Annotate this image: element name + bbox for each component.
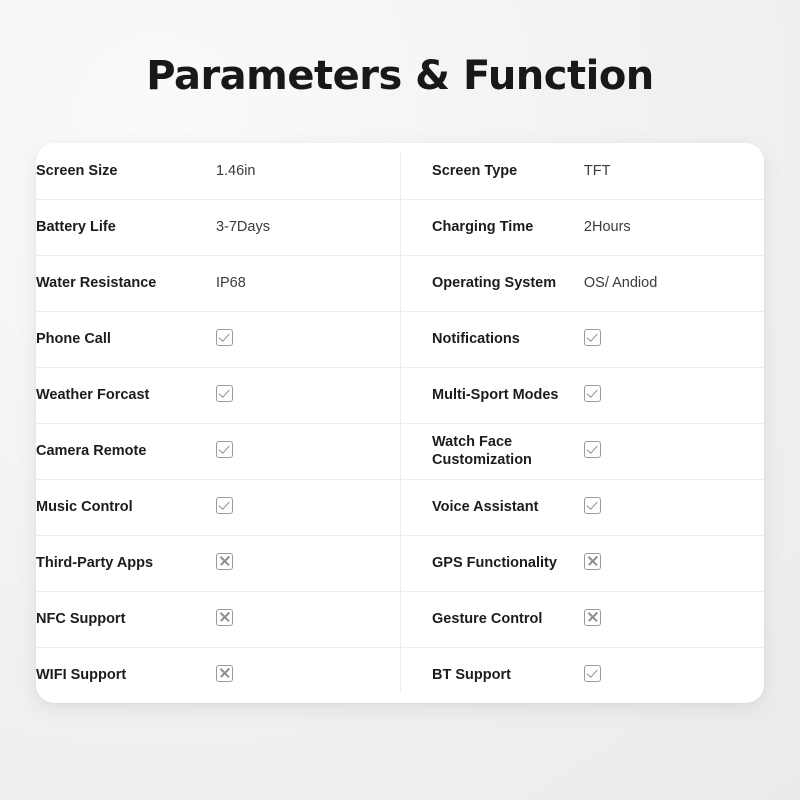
- spec-value: 3-7Days: [215, 219, 270, 235]
- spec-value: [216, 311, 404, 367]
- spec-value: OS/ Andiod: [583, 275, 658, 291]
- checked-icon: [216, 497, 233, 514]
- spec-label: WIFI Support: [36, 667, 127, 684]
- spec-value: [216, 535, 404, 591]
- spec-label: Battery Life: [36, 218, 116, 235]
- spec-value: [576, 591, 764, 647]
- spec-value: [216, 367, 404, 423]
- spec-value: [216, 479, 404, 535]
- spec-label: Screen Size: [36, 162, 118, 179]
- spec-label: Watch Face Customization: [432, 433, 532, 468]
- spec-label: Voice Assistant: [432, 498, 539, 515]
- spec-value: IP68: [215, 275, 246, 291]
- unchecked-icon: [216, 553, 233, 570]
- page-title: Parameters & Function: [146, 53, 654, 99]
- spec-label: Third-Party Apps: [36, 554, 154, 571]
- unchecked-icon: [584, 553, 601, 570]
- spec-label: Water Resistance: [36, 274, 157, 291]
- spec-value: [216, 423, 404, 479]
- spec-label: Operating System: [432, 274, 557, 291]
- checked-icon: [584, 497, 601, 514]
- checked-icon: [216, 385, 233, 402]
- spec-value: [576, 423, 764, 479]
- spec-label: Phone Call: [36, 330, 111, 347]
- checked-icon: [216, 329, 233, 346]
- spec-value: 1.46in: [215, 162, 256, 179]
- spec-value: [216, 591, 404, 647]
- checked-icon: [584, 665, 601, 682]
- spec-label: NFC Support: [36, 610, 126, 627]
- column-divider: [400, 153, 401, 693]
- spec-value: 2Hours: [583, 219, 631, 235]
- spec-value: [216, 647, 404, 703]
- spec-value: [576, 479, 764, 535]
- spec-label: Screen Type: [432, 162, 518, 179]
- spec-label: GPS Functionality: [432, 554, 557, 571]
- spec-label: Gesture Control: [432, 610, 543, 627]
- spec-value: TFT: [583, 162, 611, 179]
- spec-label: Multi-Sport Modes: [432, 386, 559, 403]
- checked-icon: [584, 441, 601, 458]
- spec-label: Notifications: [432, 330, 520, 347]
- checked-icon: [584, 385, 601, 402]
- spec-value: [576, 367, 764, 423]
- spec-label: Weather Forcast: [36, 386, 150, 403]
- spec-label: Camera Remote: [36, 442, 147, 459]
- checked-icon: [216, 441, 233, 458]
- spec-value: [576, 647, 764, 703]
- unchecked-icon: [584, 609, 601, 626]
- specifications-card: [36, 143, 764, 703]
- spec-value: [576, 311, 764, 367]
- unchecked-icon: [216, 609, 233, 626]
- checked-icon: [584, 329, 601, 346]
- spec-label: Music Control: [36, 498, 133, 515]
- spec-value: [576, 535, 764, 591]
- spec-label: BT Support: [432, 667, 511, 684]
- unchecked-icon: [216, 665, 233, 682]
- spec-label: Charging Time: [432, 218, 534, 235]
